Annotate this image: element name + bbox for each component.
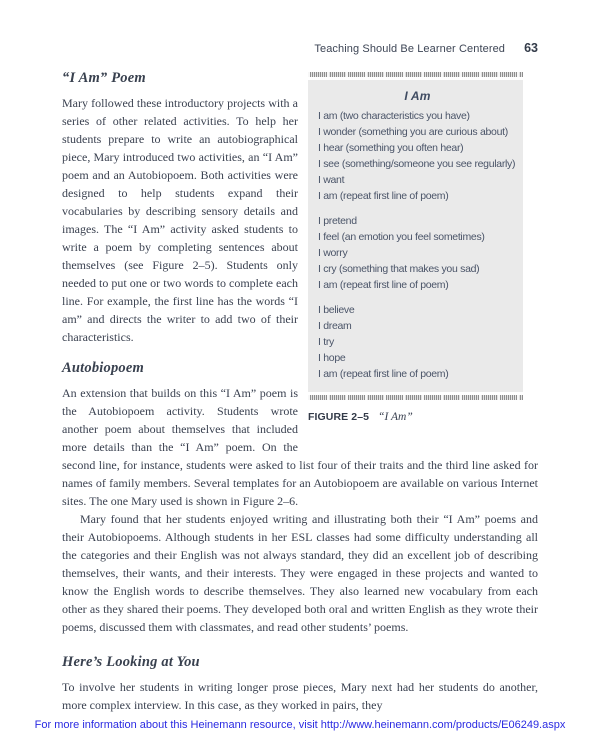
- poem-line: I am (repeat first line of poem): [318, 368, 449, 380]
- poem-line: I want: [318, 174, 345, 186]
- poem-line: I believe: [318, 304, 355, 316]
- iam-poem-box: [308, 80, 523, 392]
- paragraph-intro: Mary followed these introductory projects with a series of other related activities. To help her students prepare to write an autobiographical piece, Mary introduced two activities, an “I Am” poem and an Autobiopoem. Both activities were designed to help students expand their vocabularies by describing sensory details and images. The “I Am” activity asked students to write a poem by completing sentences about themselves (see Figure 2–5). Students only needed to put one or two words to complete each line. For example, the first line has the words “I am” and directs the writer to add two of their characteristics.: [62, 96, 298, 344]
- poem-line: I hope: [318, 352, 346, 364]
- page-footer: [0, 715, 600, 733]
- section-heading-heres-looking-at-you: Here’s Looking at You: [62, 654, 200, 670]
- heinemann-resource-link[interactable]: For more information about this Heinemann resource, visit http://www.heinemann.com/products/E06249.aspx: [34, 719, 566, 731]
- section-heading-i-am-poem: “I Am” Poem: [62, 70, 146, 86]
- paragraph-autobiopoem: An extension that builds on this “I Am” poem is the Autobiopoem activity. Students wrote another poem about themselves that included more details than the “I Am” poem. On the second line, for instance, students were asked to list four of their traits and the third line asked for names of family members. Several templates for an Autobiopoem are available on various Internet sites. The one Mary used is shown in Figure 2–6.: [62, 386, 538, 508]
- poem-line: I hear (something you often hear): [318, 142, 464, 154]
- section-heading-autobiopoem: Autobiopoem: [62, 360, 144, 376]
- paragraph-mary-found: Mary found that her students enjoyed writing and illustrating both their “I Am” poems and their Autobiopoems. Although students in her ESL classes had some difficulty understanding all the categories and their English was not always standard, they did an excellent job of describing themselves, their wants, and their interests. They were engaged in these projects and wanted to know the English words to describe themselves. They also learned new vocabulary from each other as they shared their poems. They developed both oral and written English as they wrote their poems, discussed them with classmates, and read other students’ poems.: [62, 512, 538, 634]
- figure-caption-title: “I Am”: [378, 411, 413, 423]
- poem-stanza-2: [318, 213, 517, 293]
- iam-poem-title: I Am: [404, 89, 431, 103]
- running-head-title: Teaching Should Be Learner Centered: [314, 43, 506, 55]
- poem-line: I am (repeat first line of poem): [318, 190, 449, 202]
- poem-line: I worry: [318, 247, 348, 259]
- poem-line: I try: [318, 336, 334, 348]
- poem-stanza-3: [318, 302, 517, 382]
- figure-top-border: [308, 72, 523, 77]
- poem-stanza-1: [318, 108, 517, 204]
- poem-line: I cry (something that makes you sad): [318, 263, 480, 275]
- poem-line: I pretend: [318, 215, 357, 227]
- poem-line: I am (repeat first line of poem): [318, 279, 449, 291]
- running-head: [314, 41, 538, 55]
- paragraph-heres-looking: To involve her students in writing longer prose pieces, Mary next had her students do another, more complex interview. In this case, as they worked in pairs, they: [62, 680, 538, 712]
- poem-line: I see (something/someone you see regularly): [318, 158, 516, 170]
- figure-caption: [308, 407, 523, 425]
- poem-line: I feel (an emotion you feel sometimes): [318, 231, 485, 243]
- figure-2-5: [308, 72, 523, 425]
- figure-caption-label: FIGURE 2–5: [308, 411, 370, 423]
- page-number: 63: [524, 41, 538, 55]
- poem-line: I dream: [318, 320, 352, 332]
- page-content: [62, 70, 538, 714]
- figure-bottom-border: [308, 395, 523, 400]
- poem-line: I am (two characteristics you have): [318, 110, 470, 122]
- poem-line: I wonder (something you are curious about): [318, 126, 508, 138]
